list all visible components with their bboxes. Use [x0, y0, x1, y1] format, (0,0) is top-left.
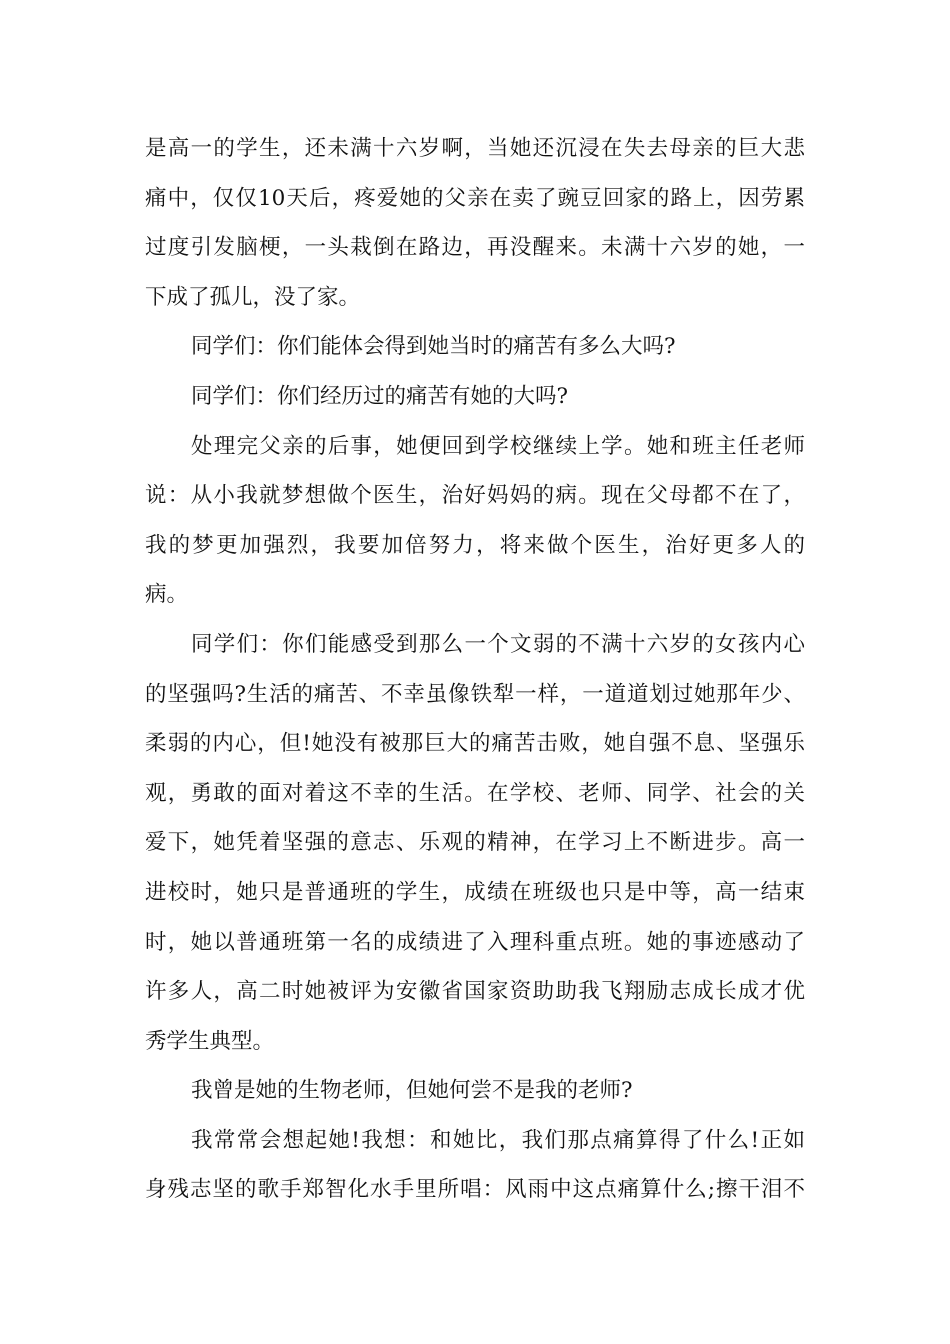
- text-line: 同学们：你们经历过的痛苦有她的大吗?: [191, 383, 569, 409]
- text-line: 进校时，她只是普通班的学生，成绩在班级也只是中等，高一结束: [145, 879, 805, 905]
- text-line: 许多人，高二时她被评为安徽省国家资助助我飞翔励志成长成才优: [145, 979, 805, 1005]
- text-line: 爱下，她凭着坚强的意志、乐观的精神，在学习上不断进步。高一: [145, 830, 805, 856]
- text-line: 同学们：你们能感受到那么一个文弱的不满十六岁的女孩内心: [191, 631, 805, 657]
- text-line: 观，勇敢的面对着这不幸的生活。在学校、老师、同学、社会的关: [145, 780, 805, 806]
- text-line: 下成了孤儿，没了家。: [145, 284, 361, 310]
- text-line: 时，她以普通班第一名的成绩进了入理科重点班。她的事迹感动了: [145, 929, 805, 955]
- text-line: 身残志坚的歌手郑智化水手里所唱：风雨中这点痛算什么;擦干泪不: [145, 1177, 805, 1203]
- text-line: 柔弱的内心，但!她没有被那巨大的痛苦击败，她自强不息、坚强乐: [145, 731, 805, 757]
- text-line: 处理完父亲的后事，她便回到学校继续上学。她和班主任老师: [191, 433, 805, 459]
- text-line: 同学们：你们能体会得到她当时的痛苦有多么大吗?: [191, 334, 676, 360]
- text-line: 我常常会想起她!我想：和她比，我们那点痛算得了什么!正如: [191, 1127, 805, 1153]
- text-line: 我曾是她的生物老师，但她何尝不是我的老师?: [191, 1078, 633, 1104]
- document-page: [145, 124, 805, 1215]
- text-line: 的坚强吗?生活的痛苦、不幸虽像铁犁一样，一道道划过她那年少、: [145, 681, 805, 707]
- text-line: 痛中，仅仅10天后，疼爱她的父亲在卖了豌豆回家的路上，因劳累: [145, 185, 805, 211]
- text-line: 秀学生典型。: [145, 1028, 275, 1054]
- text-line: 是高一的学生，还未满十六岁啊，当她还沉浸在失去母亲的巨大悲: [145, 136, 805, 161]
- text-line: 说：从小我就梦想做个医生，治好妈妈的病。现在父母都不在了，: [145, 483, 805, 509]
- text-line: 我的梦更加强烈，我要加倍努力，将来做个医生，治好更多人的: [145, 532, 805, 558]
- text-line: 病。: [145, 582, 189, 608]
- text-line: 过度引发脑梗，一头栽倒在路边，再没醒来。未满十六岁的她，一: [145, 235, 805, 261]
